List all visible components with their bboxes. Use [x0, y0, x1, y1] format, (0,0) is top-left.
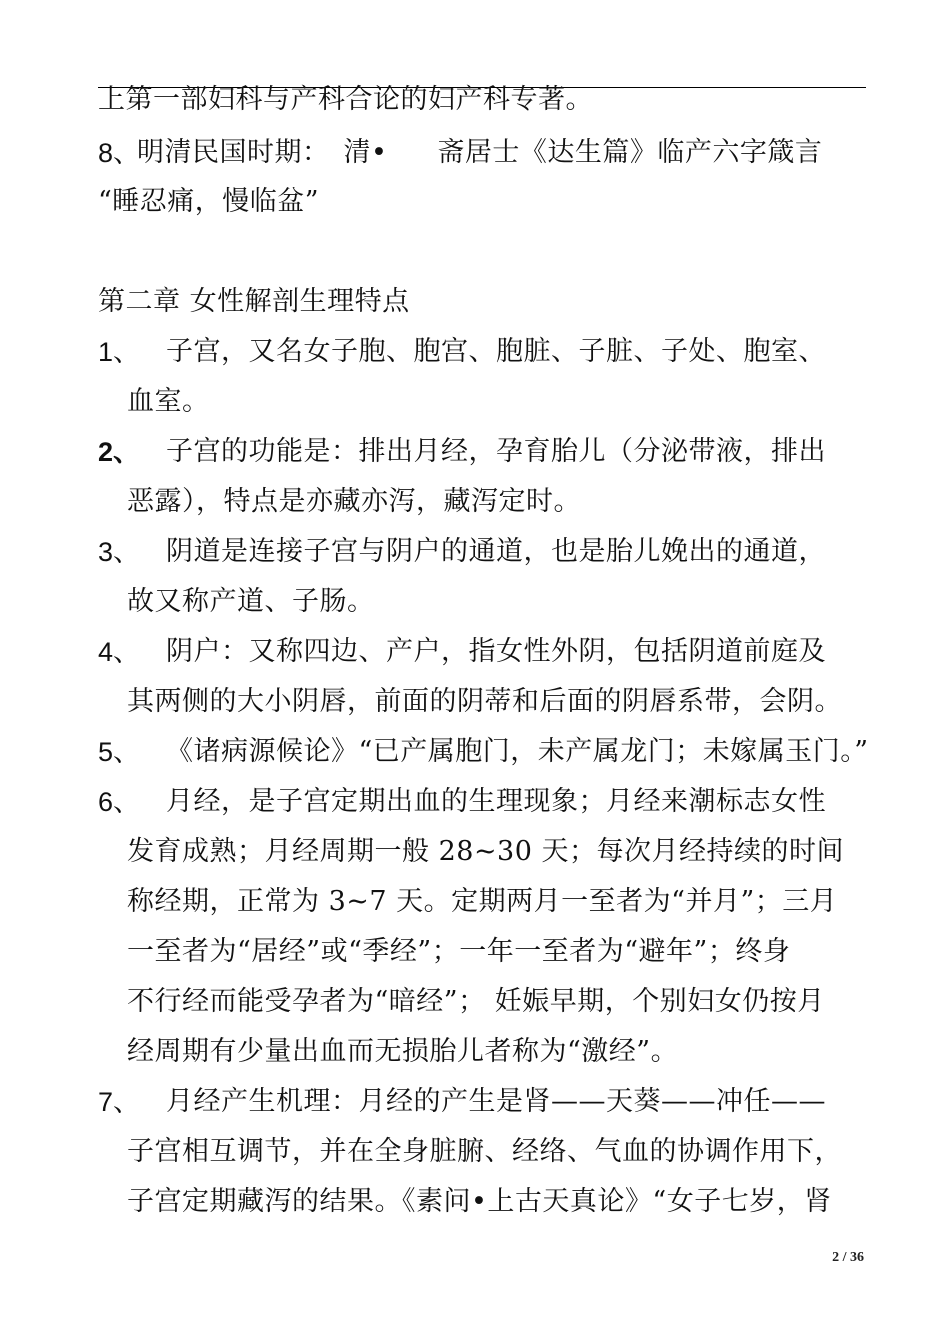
item-8-period: 明清民国时期：	[137, 137, 330, 168]
item-number: 5、	[98, 737, 141, 767]
item-8-dynasty: 清•	[343, 137, 388, 168]
item-6-line-5: 不行经而能受孕者为“暗经”； 妊娠早期，个别妇女仍按月	[127, 986, 825, 1017]
item-3-line-2: 故又称产道、子肠。	[127, 586, 375, 617]
page-number: 2 / 36	[832, 1250, 864, 1265]
item-number: 8、	[98, 138, 141, 168]
item-8-text	[137, 137, 866, 169]
item-7-line-2: 子宫相互调节，并在全身脏腑、经络、气血的协调作用下，	[127, 1136, 842, 1167]
item-number: 2、	[98, 437, 141, 467]
item-7-line-3: 子宫定期藏泻的结果。《素问•上古天真论》“女子七岁，肾	[127, 1186, 832, 1217]
item-4-line-1: 阴户：又称四边、产户，指女性外阴，包括阴道前庭及	[166, 636, 826, 667]
item-6-line-4: 一至者为“居经”或“季经”；一年一至者为“避年”；终身	[127, 936, 791, 967]
chapter-heading: 第二章 女性解剖生理特点	[98, 286, 410, 317]
item-number: 4、	[98, 637, 141, 667]
intro-line: 上第一部妇科与产科合论的妇产科专著。	[98, 84, 593, 115]
item-6-line-1: 月经，是子宫定期出血的生理现象；月经来潮标志女性	[166, 786, 826, 817]
item-3-line-1: 阴道是连接子宫与阴户的通道，也是胎儿娩出的通道，	[166, 536, 826, 567]
item-number: 1、	[98, 337, 141, 367]
item-1-line-2: 血室。	[127, 386, 210, 417]
item-8-quote: “睡忍痛，慢临盆”	[98, 186, 320, 217]
item-2-line-2: 恶露），特点是亦藏亦泻，藏泻定时。	[127, 486, 581, 517]
item-6-line-6: 经周期有少量出血而无损胎儿者称为“激经”。	[127, 1036, 679, 1067]
item-4-line-2: 其两侧的大小阴唇，前面的阴蒂和后面的阴唇系带，会阴。	[127, 686, 842, 717]
item-6-line-2: 发育成熟；月经周期一般 28~30 天；每次月经持续的时间	[127, 836, 844, 867]
item-5-line-1: 《诸病源候论》“已产属胞门，未产属龙门；未嫁属玉门。”	[166, 736, 869, 767]
item-7-line-1: 月经产生机理：月经的产生是肾——天葵——冲任——	[166, 1086, 826, 1117]
item-6-line-3: 称经期，正常为 3~7 天。定期两月一至者为“并月”；三月	[127, 886, 838, 917]
item-8-book: 斋居士《达生篇》临产六字箴言	[437, 137, 823, 168]
item-number: 6、	[98, 787, 141, 817]
item-2-line-1: 子宫的功能是：排出月经，孕育胎儿（分泌带液，排出	[166, 436, 826, 467]
item-number: 7、	[98, 1087, 141, 1117]
item-1-line-1: 子宫，又名女子胞、胞宫、胞脏、子脏、子处、胞室、	[166, 336, 826, 367]
item-number: 3、	[98, 537, 141, 567]
